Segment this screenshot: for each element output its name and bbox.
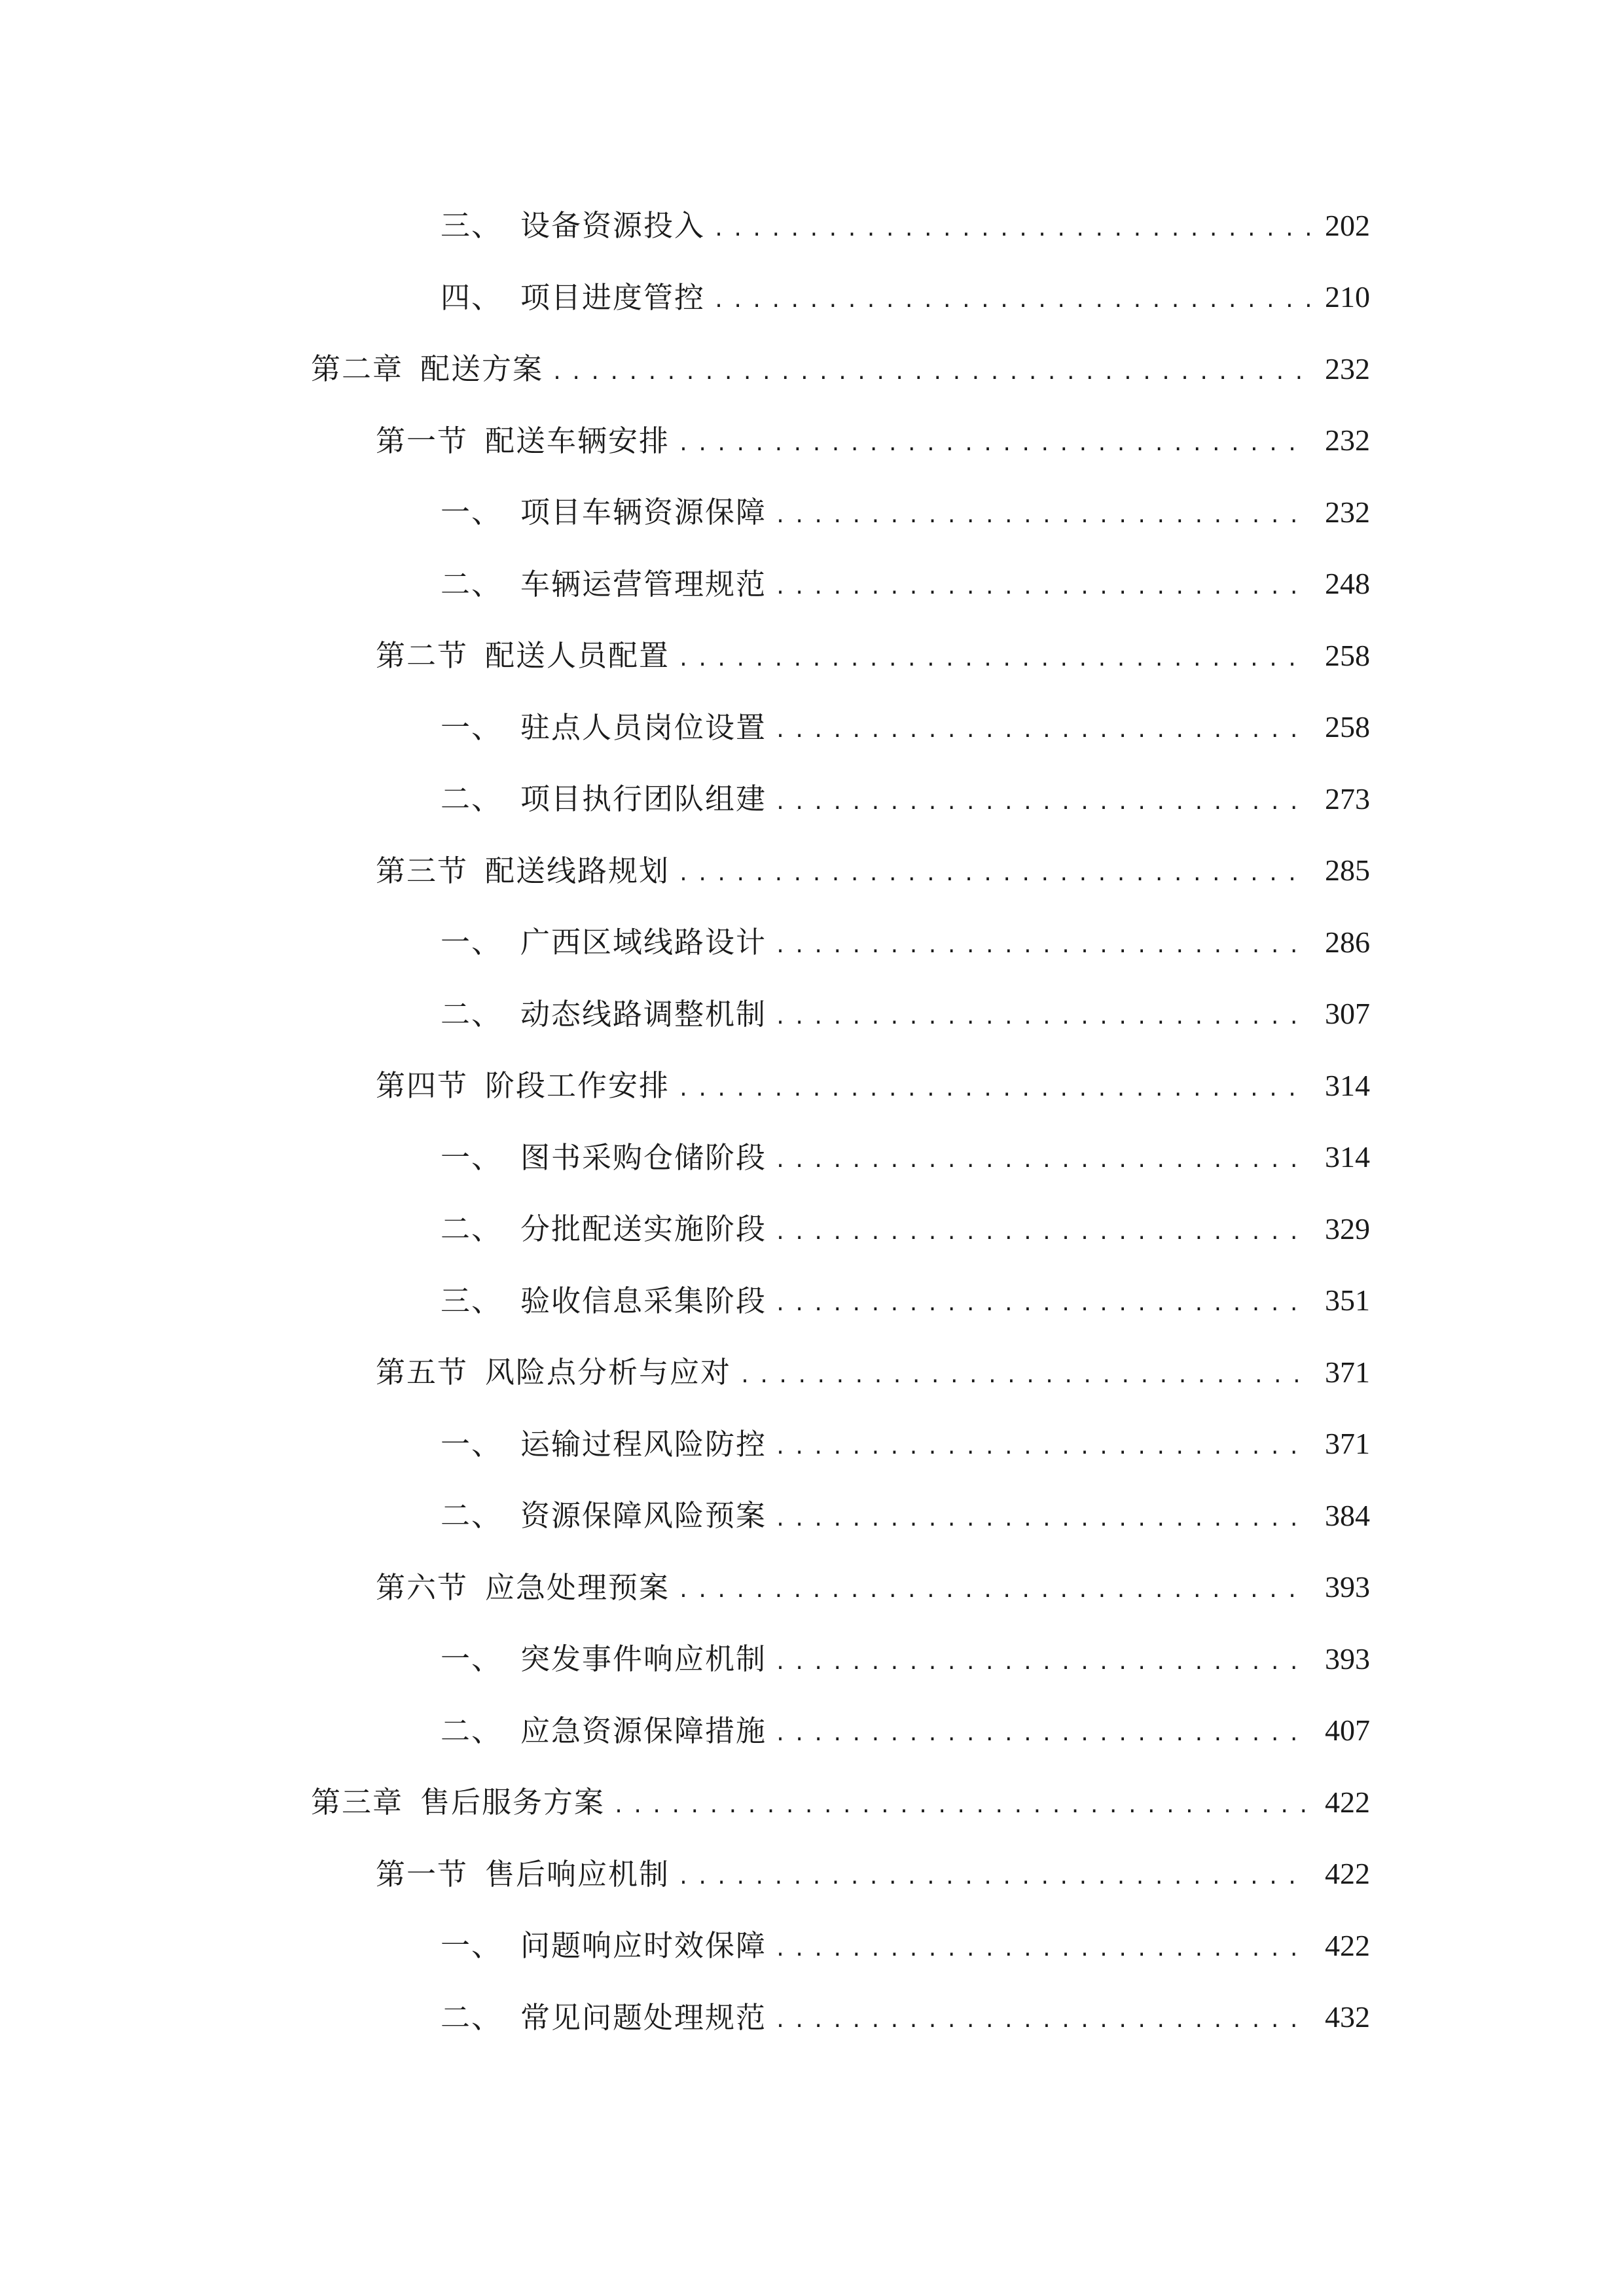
dot-leader <box>774 578 1310 598</box>
toc-entry[interactable] <box>0 190 1624 262</box>
toc-section-title: 应急处理预案 <box>485 1570 670 1605</box>
toc-entry-number: 一、 <box>441 709 503 745</box>
toc-entry-number: 一、 <box>441 1641 503 1677</box>
toc-entry-number: 四、 <box>441 279 503 315</box>
toc-entry-title: 突发事件响应机制 <box>520 1641 767 1677</box>
toc-section-entry[interactable] <box>0 620 1624 692</box>
toc-page-number: 329 <box>1325 1211 1370 1246</box>
toc-page-number: 232 <box>1325 351 1370 386</box>
toc-chapter-title: 售后服务方案 <box>420 1785 605 1820</box>
toc-entry[interactable] <box>0 692 1624 764</box>
toc-entry-title: 问题响应时效保障 <box>520 1928 767 1964</box>
toc-page-number: 273 <box>1325 781 1370 816</box>
toc-entry-title: 驻点人员岗位设置 <box>520 709 767 745</box>
toc-entry[interactable] <box>0 1695 1624 1767</box>
toc-entry-title: 车辆运营管理规范 <box>520 566 767 601</box>
dot-leader <box>774 937 1310 956</box>
dot-leader <box>774 793 1310 813</box>
toc-section-title: 配送人员配置 <box>485 638 670 673</box>
toc-entry-title: 项目进度管控 <box>520 279 706 315</box>
toc-entry[interactable] <box>0 476 1624 548</box>
toc-page-number: 232 <box>1325 423 1370 457</box>
toc-entry-title: 常见问题处理规范 <box>520 2000 767 2035</box>
toc-entry-number: 三、 <box>441 208 503 243</box>
toc-chapter-entry[interactable] <box>0 333 1624 405</box>
toc-section-number: 第三节 <box>376 853 469 888</box>
dot-leader <box>774 1151 1310 1171</box>
dot-leader <box>774 2011 1310 2031</box>
toc-page-number: 307 <box>1325 997 1370 1031</box>
toc-section-number: 第一节 <box>376 423 469 458</box>
toc-entry-number: 二、 <box>441 566 503 601</box>
toc-section-title: 配送车辆安排 <box>485 423 670 458</box>
dot-leader <box>677 1080 1310 1100</box>
toc-entry-number: 二、 <box>441 2000 503 2035</box>
toc-entry-number: 二、 <box>441 781 503 817</box>
dot-leader <box>774 1940 1310 1960</box>
toc-section-number: 第五节 <box>376 1355 469 1390</box>
toc-page-number: 210 <box>1325 280 1370 314</box>
toc-page-number: 422 <box>1325 1785 1370 1819</box>
toc-section-entry[interactable] <box>0 1050 1624 1122</box>
toc-entry-number: 一、 <box>441 1426 503 1462</box>
toc-page-number: 371 <box>1325 1355 1370 1389</box>
dot-leader <box>551 363 1310 383</box>
toc-entry[interactable] <box>0 1982 1624 2054</box>
toc-page-number: 407 <box>1325 1713 1370 1748</box>
dot-leader <box>774 721 1310 741</box>
toc-entry-title: 图书采购仓储阶段 <box>520 1139 767 1175</box>
toc-entry-title: 分批配送实施阶段 <box>520 1211 767 1247</box>
table-of-contents <box>0 190 1624 2053</box>
toc-entry[interactable] <box>0 1122 1624 1194</box>
toc-entry-number: 二、 <box>441 1498 503 1534</box>
toc-section-entry[interactable] <box>0 1336 1624 1408</box>
toc-page-number: 258 <box>1325 710 1370 744</box>
toc-entry[interactable] <box>0 906 1624 978</box>
toc-page-number: 258 <box>1325 638 1370 672</box>
toc-entry-number: 一、 <box>441 1928 503 1964</box>
toc-page-number: 422 <box>1325 1928 1370 1962</box>
toc-section-entry[interactable] <box>0 1839 1624 1910</box>
toc-page-number: 393 <box>1325 1641 1370 1676</box>
toc-entry-number: 一、 <box>441 495 503 530</box>
toc-entry[interactable] <box>0 548 1624 620</box>
toc-entry[interactable] <box>0 1193 1624 1265</box>
toc-page-number: 384 <box>1325 1498 1370 1532</box>
dot-leader <box>774 1295 1310 1314</box>
dot-leader <box>774 1510 1310 1530</box>
toc-section-entry[interactable] <box>0 405 1624 477</box>
toc-page-number: 432 <box>1325 2000 1370 2034</box>
toc-section-title: 风险点分析与应对 <box>485 1355 732 1390</box>
toc-section-number: 第六节 <box>376 1570 469 1605</box>
toc-section-title: 售后响应机制 <box>485 1856 670 1892</box>
toc-entry[interactable] <box>0 763 1624 835</box>
toc-entry-title: 资源保障风险预案 <box>520 1498 767 1534</box>
toc-entry-number: 二、 <box>441 1211 503 1247</box>
dot-leader <box>713 291 1310 311</box>
toc-chapter-number: 第二章 <box>311 351 404 387</box>
toc-entry-number: 三、 <box>441 1283 503 1318</box>
toc-section-number: 第二节 <box>376 638 469 673</box>
toc-entry-title: 项目执行团队组建 <box>520 781 767 817</box>
toc-section-entry[interactable] <box>0 1552 1624 1624</box>
toc-page-number: 351 <box>1325 1283 1370 1318</box>
dot-leader <box>774 1438 1310 1458</box>
toc-entry-title: 项目车辆资源保障 <box>520 495 767 530</box>
dot-leader <box>713 220 1310 240</box>
toc-entry-number: 一、 <box>441 1139 503 1175</box>
toc-entry-number: 二、 <box>441 996 503 1031</box>
toc-page-number: 393 <box>1325 1570 1370 1604</box>
dot-leader <box>774 507 1310 526</box>
toc-section-title: 阶段工作安排 <box>485 1068 670 1103</box>
toc-entry[interactable] <box>0 262 1624 334</box>
toc-entry-number: 二、 <box>441 1713 503 1748</box>
dot-leader <box>774 1223 1310 1243</box>
dot-leader <box>774 1653 1310 1673</box>
toc-chapter-number: 第三章 <box>311 1785 404 1820</box>
dot-leader <box>677 435 1310 454</box>
dot-leader <box>613 1797 1310 1816</box>
toc-entry[interactable] <box>0 1623 1624 1695</box>
dot-leader <box>677 865 1310 884</box>
toc-entry[interactable] <box>0 1265 1624 1337</box>
toc-page-number: 232 <box>1325 495 1370 529</box>
toc-page-number: 202 <box>1325 208 1370 242</box>
toc-section-title: 配送线路规划 <box>485 853 670 888</box>
dot-leader <box>774 1008 1310 1028</box>
toc-page-number: 422 <box>1325 1857 1370 1891</box>
toc-section-number: 第一节 <box>376 1856 469 1892</box>
toc-entry-title: 设备资源投入 <box>520 208 706 243</box>
toc-entry[interactable] <box>0 1910 1624 1982</box>
toc-page-number: 314 <box>1325 1140 1370 1174</box>
toc-entry-title: 动态线路调整机制 <box>520 996 767 1031</box>
toc-page-number: 371 <box>1325 1427 1370 1461</box>
toc-page-number: 248 <box>1325 567 1370 601</box>
toc-entry-number: 一、 <box>441 925 503 960</box>
toc-page-number: 314 <box>1325 1068 1370 1102</box>
dot-leader <box>739 1367 1310 1386</box>
dot-leader <box>677 1581 1310 1601</box>
toc-entry-title: 应急资源保障措施 <box>520 1713 767 1748</box>
toc-entry[interactable] <box>0 978 1624 1050</box>
toc-entry-title: 广西区域线路设计 <box>520 925 767 960</box>
toc-entry-title: 运输过程风险防控 <box>520 1426 767 1462</box>
toc-entry[interactable] <box>0 1480 1624 1552</box>
toc-entry[interactable] <box>0 1408 1624 1480</box>
dot-leader <box>677 1868 1310 1888</box>
toc-entry-title: 验收信息采集阶段 <box>520 1283 767 1318</box>
toc-chapter-entry[interactable] <box>0 1767 1624 1839</box>
toc-page-number: 286 <box>1325 925 1370 959</box>
dot-leader <box>774 1725 1310 1744</box>
toc-page-number: 285 <box>1325 853 1370 888</box>
dot-leader <box>677 650 1310 670</box>
toc-chapter-title: 配送方案 <box>420 351 544 387</box>
toc-section-number: 第四节 <box>376 1068 469 1103</box>
toc-section-entry[interactable] <box>0 835 1624 907</box>
